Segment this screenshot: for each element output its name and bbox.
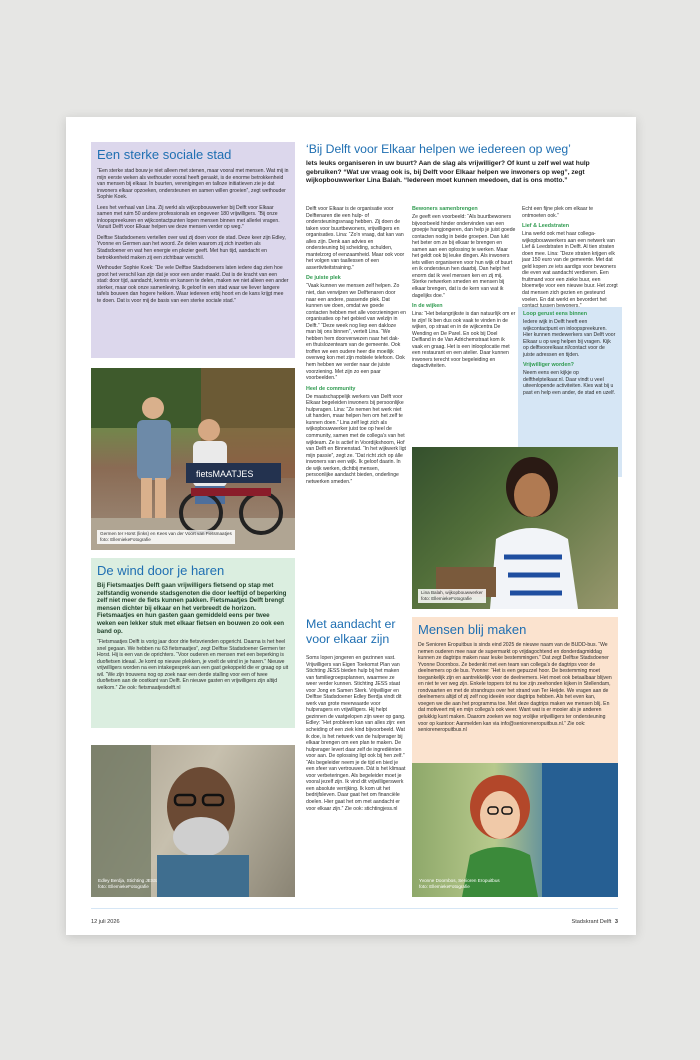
main-c2h2: In de wijken xyxy=(412,303,443,310)
main-column-1 xyxy=(306,206,406,610)
edley-photo xyxy=(91,745,295,897)
sterke-p3: Wethouder Sophie Koek: “De vele Delftse Stadsdoeners laten iedere dag zien hoe groot het verschil kan zijn dat je voor een ander maakt. Dat is de kracht van een stad: door tijd, aandacht, kennis en kansen te delen, maken we niet alleen een ander sterker, maar ook onze samenleving. Ik geloof in een stad waar we liever langere tafels bouwen dan hogere hekken. Waar iedereen erbij hoort en de kans krijgt mee te doen. Dat is voor mij de basis van een sterke sociale stad.” xyxy=(97,265,289,304)
sterke-p2: Delftse Stadsdoeners vertellen over wat zij doen voor de stad. Deze keer zijn Edley, Yvonne en Germen aan het woord. Ze delen waarom zij zich inzetten als Stadsdoener en wat hen energie en plezier geeft. Met hun tijd, aandacht en betrokkenheid maken zij een zichtbaar verschil. xyxy=(97,234,286,261)
fietsmaatjes-illustration xyxy=(91,368,295,550)
aandacht-body: Soms lopen jongeren en gezinnen vast. Vrijwilligers van Eigen Toekomst Plan van Stichting JESS bieden hulp bij het maken van familiegroepsplannen, waarmee ze weer verder kunnen. Stichting JESS staat voor Jong en Samen Sterk. Vrijwilliger en Delftse Stadsdoener Edley Berdja vindt dit werk van grote meerwaarde voor hulpvragers en vrijwilligers. Hij helpt gezinnen de vastgelopen zijn weer op gang. Edley: “Het probleem kan van alles zijn: een scheiding of een ziek kind bijvoorbeeld. Wat ik doe, is het netwerk van de hulpvrager bij elkaar brengen om een plan te maken. De hulpvrager levert daar zelf de ingrediënten voor aan. De oplossing ligt ook bij hen zelf.” “Als begeleider neem je de tijd en bied je een sfeer van vertrouwen. Dát is het klimaat voor verbeteringen. Als begeleider moet je vooral jezelf zijn. Ik vind dit vrijwilligerswerk een absolute verrijking. Ik kom uit het bedrijfsleven. Daar gaat het om financiële doelen. Hier gaat het om met aandacht er voor elkaar zijn.” Zie ook: stichtingjess.nl xyxy=(306,655,406,812)
main-column-3 xyxy=(522,206,618,303)
main-column-2 xyxy=(412,206,516,446)
main-c2p2: Lina: “Het belangrijkste is dan natuurlijk om er te zijn! Ik ben dus ook vaak te vinden in de wijken, op straat en in de wijkcentra De Wending en De Parel. En ook bij Doel Delfland in de Van Adrichemstraat kom ik vaak en graag. Het is een inlooplocatie met een restaurant en een atelier. Daar kunnen inwoners terecht voor begeleiding en dagactiviteiten. xyxy=(412,311,516,370)
footer-paper-name: Stadskrant Delft xyxy=(571,919,612,925)
blij-body: De Senioren Eropuitbus is sinds eind 2025 de nieuwe naam van de BUDD-bus. “We nemen ouderen mee naar de supermarkt op vrijdagochtend en donderdagmiddag kunnen ze dagtrips maken naar leuke bestemmingen.” Dat zegt Delftse Stadsdoener Yvonne Doornbos. Ze bedenkt met een team van collega’s de dagtrips voor de deelnemers op de bus. Yvonne: “Het is een gepuzzel hoor. De bestemming moet toegankelijk zijn en aantrekkelijk voor de deelnemers. Het moet ook betaalbaar blijven en niet te ver weg zijn. Enkele toppers tot nu toe zijn zeehonden kijken in Stellendam, rondvaarten en met de strandrups over het strand van Ter Heijde. We vragen aan de deelnemers altijd of zij zelf nog ideeën voor dagtrips hebben. Als het even kan, voegen we die aan het programma toe. Met deze dagtrips maken we mensen blij. En dat motiveert mij en mijn collega’s ook weer. Want wat is er mooier als je anderen gelukkig kunt maken. Daarom zoeken we nog vrolijke vrijwilligers ter ondersteuning voor op kantoor: Aanmelden kan via info@senioreneropuitbus.nl.” Zie ook: senioreneropuitbus.nl xyxy=(418,642,612,734)
main-c3h3: Vrijwilliger worden? xyxy=(523,362,574,369)
lina-photo xyxy=(412,447,618,609)
wind-door-je-haren-box xyxy=(91,558,295,728)
footer-date: 12 juli 2026 xyxy=(91,919,120,925)
main-c1p2: “Vaak kunnen we mensen zelf helpen. Zo niet, dan verwijzen we Delftenaren door naar een andere, passende plek. Dat kunnen we doen, omdat we goede contacten hebben met alle voorzieningen en organisaties op het gebied van welzijn in Delft.” “Deze week nog liep een dakloze man bij ons binnen”, vertelt Lina. “We hebben hem doorverwezen naar het dak- en thuislozenteam van de gemeente. Ook troffen we een oudere heer die moeilijk overweg kon met zijn mobiele telefoon. Ook hem hebben we verder naar de juiste voorziening. Met zijn zo een paar voorbeelden.” xyxy=(306,283,406,382)
footer-rule xyxy=(91,908,618,909)
main-c1p1: Delft voor Elkaar is de organisatie voor Delftenaren die een hulp- of ondersteuningsvraag hebben. Zij doen de taken voor buurtbewoners, vrijwilligers en organisaties. Lina: “Zo’n vraag, dat kan van alles zijn. Denk aan advies en ondersteuning bij scheiding, schulden, mantelzorg of eenzaamheid. Maar ook voor het volgen van taallessen of een assertiviteitstraining.” xyxy=(306,206,405,271)
newspaper-page xyxy=(66,117,636,935)
photo4-credit: foto: EllemiekeFotografie xyxy=(419,884,470,889)
main-c1h1: De juiste plek xyxy=(306,275,341,282)
main-c3p3: Iedere wijk in Delft heeft een wijkcontactpunt en inloopspreekuren. Hier kunnen medewerkers van Delft voor Elkaar u op weg helpen bij vragen. Kijk op delftvoorelkaar.nl/contact voor de juiste adressen en tijden. xyxy=(523,319,616,358)
photo2-credit: foto: EllemiekeFotografie xyxy=(98,884,149,889)
aandacht-article xyxy=(306,617,406,897)
photo2-caption: Edley Berdja, Stichting JESS xyxy=(98,878,157,883)
yvonne-photo xyxy=(412,763,618,897)
main-column-3-body xyxy=(522,278,618,306)
sterke-sociale-stad-box xyxy=(91,142,295,358)
photo1-caption: Germen ter Horst (links) en Kees van der Voort van Fietsmaatjes xyxy=(100,531,232,536)
sterke-intro: “Een sterke stad bouw je niet alleen met stenen, maar vooral met mensen. Wat mij in mijn eerste weken als wethouder vooral heeft geraakt, is de enorme betrokkenheid van mensen bij elkaar. In buurten, verenigingen en talloze initiatieven zie je dat inwoners elkaar opzoeken, ondersteunen en samen willen groeien”, zegt wethouder Sophie Koek. xyxy=(97,168,289,201)
wind-title: De wind door je haren xyxy=(97,563,225,578)
main-c1p3: De maatschappelijk werkers van Delft voor Elkaar begeleiden inwoners bij persoonlijke hulpvragen. Lina: “Ze nemen het werk niet uit handen, maar helpen hen om het zelf te kunnen doen.” Lina zelf legt zich als wijkopbouwwerker juist toe op heel de community, samen met de collega’s van het wijkteam. Ze is actief in Voordijkshoorn, Hof van Delft en Binnenstad. “In het wijkwerk ligt mijn passie”, zegt ze. “Dat richt zich op álle inwoners van een wijk. Ik geloof daarin. In de wijk werken, dichtbij mensen, persoonlijke aandacht bieden, onderlinge netwerken smeden.” xyxy=(306,393,406,485)
photo4-caption-box xyxy=(416,877,503,891)
photo1-credit: foto: EllemiekeFotografie xyxy=(100,537,151,542)
bike-brand-text: fietsMAATJES xyxy=(196,469,254,479)
photo3-caption-box xyxy=(418,589,486,603)
edley-illustration xyxy=(91,745,295,897)
wind-lead: Bij Fietsmaatjes Delft gaan vrijwilligers fietsend op stap met zelfstandig wonende stadsgenoten die door leeftijd of beperking zelf niet meer de fiets kunnen pakken. Fietsmaatjes Delft brengt mensen dichter bij elkaar en het verbreedt de horizon. Fietsmaatjes en hun gasten gaan gemiddeld eens per twee weken een lekker stuk met elkaar fietsen en bouwen zo ook een band op. xyxy=(97,582,287,635)
main-c2p1: Ze geeft een voorbeeld: “Als buurtbewoners bijvoorbeeld hinder ondervinden van een groepje hangjongeren, dan help je juist goede contacten nodig in beide groepen. Dan lukt het beter om ze bij elkaar te brengen en samen aan een oplossing te werken. Maar het geldt ook bij leuke dingen. Als inwoners iets willen organiseren voor hun wijk of buurt en ik ondersteun hen daarbij. Dan helpt het enorm dat ik veel mensen ken en zij mij. Sterke netwerken smeden en mensen bij elkaar brengen, dat is de kern van wat ik dagelijks doe.” xyxy=(412,214,516,299)
main-c3p4: Neem eens een kijkje op delfthelptelkaar.nl. Daar vindt u veel uiteenlopende activiteiten. Kies wat bij u past en help een ander, de stad en uzelf. xyxy=(523,370,616,396)
blij-title: Mensen blij maken xyxy=(418,622,527,637)
main-c2h1: Bewoners samenbrengen xyxy=(412,206,478,212)
main-c1h2: Heel de community xyxy=(306,385,356,392)
aandacht-title: Met aandacht er voor elkaar zijn xyxy=(306,617,396,646)
sterke-title: Een sterke sociale stad xyxy=(97,147,232,162)
photo3-caption: Lina Balah, wijkopbouwwerker xyxy=(421,590,483,595)
main-c3p1: Echt een fijne plek om elkaar te ontmoeten ook.” xyxy=(522,206,594,219)
photo3-credit: foto: EllemiekeFotografie xyxy=(421,596,472,601)
main-article xyxy=(306,142,616,210)
main-c3h2: Loop gerust eens binnen xyxy=(523,311,588,317)
photo2-caption-box xyxy=(95,877,160,891)
photo4-caption: Yvonne Doornbos, Senioren Eropuitbus xyxy=(419,878,500,883)
wind-body: “Fietsmaatjes Delft is vorig jaar door drie fietsvrienden opgericht. Daarna is het heel snel gegaan. We hebben nu 63 fietsmaatjes”, zegt Delftse Stadsdoener Germen ter Horst. Hij is een van de oprichters. “Voor ouderen en mensen met een beperking is duofietsen ideaal. Je komt op nieuwe plekken, je voelt de wind in je haren.” Nieuwe vrijwilligers worden na een intakegesprek aan een gast gekoppeld die er graag op uit wil. “We zijn trouwens nog op zoek naar een derde stalling voor een of twee duofietsen aan de oostkant van Delft. En nieuwe gasten en vrijwilligers zijn altijd welkom.” Zie ook: fietsmaatjesdelft.nl xyxy=(97,639,289,691)
footer-paper xyxy=(572,919,618,925)
lina-illustration xyxy=(412,447,618,609)
main-c3h1: Lief & Leedstraten xyxy=(522,223,570,230)
main-c3p2: Lina werkt ook met haar collega-wijkopbouwwerkers aan een netwerk van Lief & Leedstraten in Delft. Al tien straten doen mee. Lina: “Deze straten krijgen elk jaar 150 euro van de gemeente. Met dat geld kopen ze iets aardigs voor bewoners die even wat aandacht verdienen. Een fruitmand voor een zieke buur, een bloemetje voor een nieuwe buur. Het zorgt dat mensen zich gezien en gesteund voelen. En dat werkt en bevordert het xyxy=(522,231,618,303)
main-title: ‘Bij Delft voor Elkaar helpen we iedereen op weg’ xyxy=(306,142,571,156)
main-lead: Iets leuks organiseren in uw buurt? Aan de slag als vrijwilliger? Of kunt u zelf wel wat hulp gebruiken? “Wat uw vraag ook is, bij Delft voor Elkaar helpen we inwoners op weg”, zegt wijkopbouwwerker Lina Balah. “Iedereen moet kunnen meedoen, dat is ons motto.” xyxy=(306,160,590,185)
fietsmaatjes-photo xyxy=(91,368,295,550)
footer-page-number: 3 xyxy=(614,919,618,925)
photo1-caption-box xyxy=(97,530,235,544)
sterke-p1: Lees het verhaal van Lina. Zij werkt als wijkopbouwwerker bij Delft voor Elkaar samen met ruim 50 andere professionals en ongeveer 180 vrijwilligers. “Bij onze inloopspreekuren en wijkcontactpunten lopen mensen binnen met allerlei vragen. Vanuit Delft voor Elkaar helpen we deze mensen verder op weg.” xyxy=(97,204,280,231)
